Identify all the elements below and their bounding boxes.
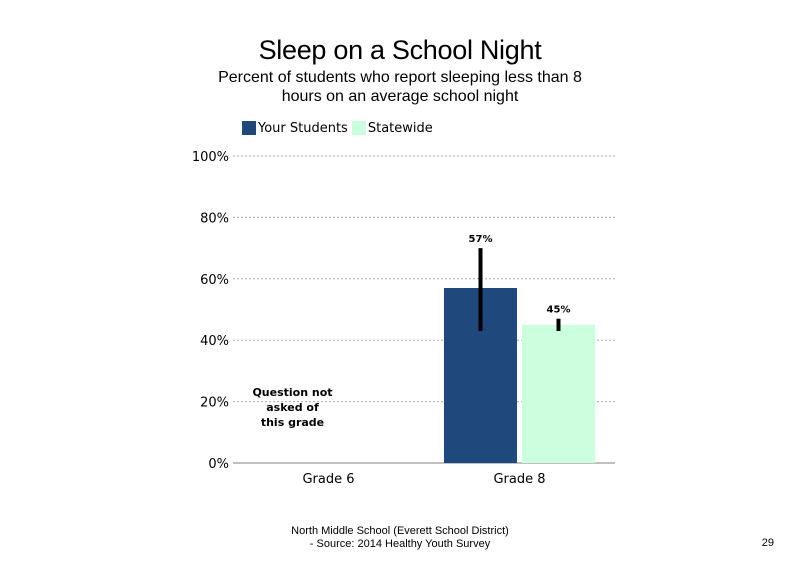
legend-label-your-students: Your Students bbox=[258, 120, 348, 136]
x-tick-label: Grade 6 bbox=[302, 472, 355, 487]
y-tick-label: 80% bbox=[200, 211, 229, 227]
annotation-text: asked of bbox=[266, 401, 319, 414]
bar bbox=[522, 325, 595, 463]
x-tick-label: Grade 8 bbox=[493, 472, 546, 487]
page-number: 29 bbox=[761, 537, 774, 549]
chart-title: Sleep on a School Night bbox=[258, 35, 542, 65]
data-label: 57% bbox=[468, 234, 493, 246]
data-label: 45% bbox=[546, 304, 571, 316]
footer-source: - Source: 2014 Healthy Youth Survey bbox=[309, 538, 491, 550]
y-tick-label: 20% bbox=[200, 395, 229, 411]
footer-school: North Middle School (Everett School District) bbox=[291, 525, 509, 537]
legend-label-statewide: Statewide bbox=[367, 120, 433, 136]
y-tick-label: 0% bbox=[208, 457, 229, 472]
footer bbox=[200, 525, 600, 551]
chart-subtitle: Percent of students who report sleeping less than 8 hours on an average school night bbox=[218, 69, 582, 105]
y-tick-label: 100% bbox=[191, 150, 229, 165]
y-tick-label: 60% bbox=[200, 272, 229, 288]
y-tick-label: 40% bbox=[200, 334, 229, 350]
annotation-text: Question not bbox=[252, 386, 333, 399]
annotation-text: this grade bbox=[260, 416, 325, 429]
